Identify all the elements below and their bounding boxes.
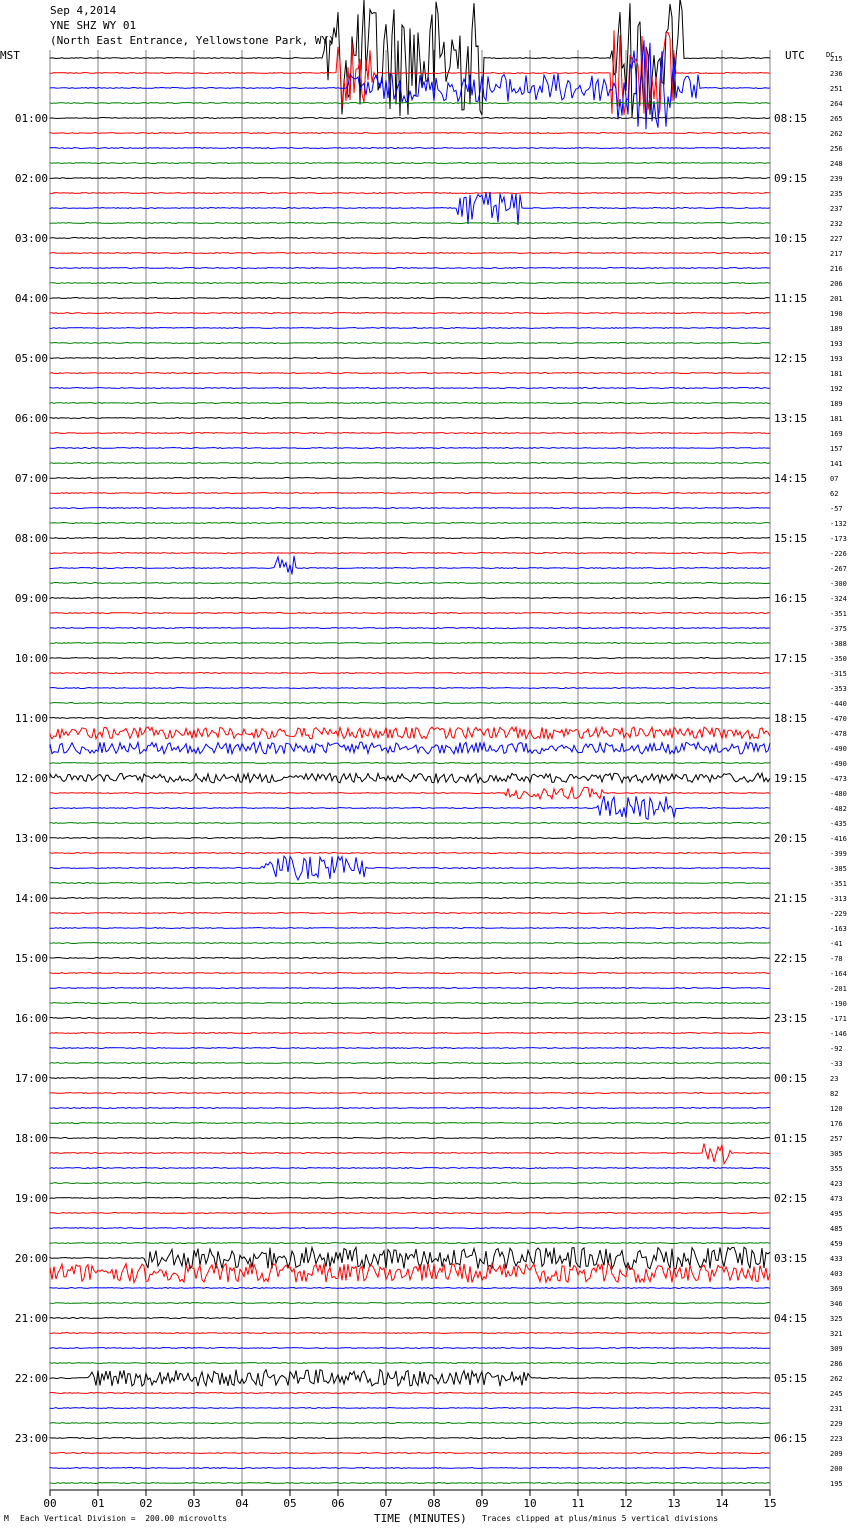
- mst-hour-label: 08:00: [14, 532, 48, 545]
- dc-offset-label: -399: [830, 850, 847, 858]
- mst-label: MST: [0, 49, 20, 62]
- dc-offset-label: 309: [830, 1345, 843, 1353]
- trace-line: [50, 1093, 770, 1094]
- dc-offset-label: 346: [830, 1300, 843, 1308]
- trace-line: [50, 553, 770, 554]
- mst-hour-label: 18:00: [14, 1132, 48, 1145]
- dc-offset-label: -375: [830, 625, 847, 633]
- x-tick-label: 13: [667, 1497, 681, 1510]
- dc-offset-label: 235: [830, 190, 843, 198]
- mst-hour-label: 01:00: [14, 112, 48, 125]
- trace-line: [50, 1048, 770, 1049]
- trace-line: [50, 1453, 770, 1454]
- mst-hour-label: 22:00: [14, 1372, 48, 1385]
- trace-line: [50, 958, 770, 959]
- dc-offset-label: 169: [830, 430, 843, 438]
- dc-offset-label: -190: [830, 1000, 847, 1008]
- scale-note: Each Vertical Division = 200.00 microvolts: [20, 1514, 228, 1523]
- utc-hour-label: 10:15: [774, 232, 808, 245]
- trace-line: [50, 1363, 770, 1364]
- dc-offset-label: -78: [830, 955, 843, 963]
- dc-offset-label: 216: [830, 265, 843, 273]
- dc-offset-label: -173: [830, 535, 847, 543]
- trace-line: [50, 1483, 770, 1484]
- utc-hour-label: 08:15: [774, 112, 808, 125]
- dc-offset-label: 355: [830, 1165, 843, 1173]
- mst-hour-label: 04:00: [14, 292, 48, 305]
- dc-offset-label: 217: [830, 250, 843, 258]
- mst-hour-label: 06:00: [14, 412, 48, 425]
- trace-line: [50, 40, 770, 129]
- trace-line: [50, 763, 770, 764]
- dc-offset-label: 264: [830, 100, 843, 108]
- mst-hour-label: 20:00: [14, 1252, 48, 1265]
- utc-hour-label: 06:15: [774, 1432, 808, 1445]
- dc-offset-label: 62: [830, 490, 839, 498]
- dc-offset-label: 181: [830, 370, 843, 378]
- x-tick-label: 01: [91, 1497, 105, 1510]
- trace-line: [50, 118, 770, 119]
- dc-offset-label: 190: [830, 310, 843, 318]
- dc-offset-label: -324: [830, 595, 847, 603]
- x-tick-label: 03: [187, 1497, 201, 1510]
- clip-note: Traces clipped at plus/minus 5 vertical divisions: [482, 1514, 719, 1523]
- dc-offset-label: 231: [830, 1405, 843, 1413]
- dc-offset-label: -388: [830, 640, 847, 648]
- mst-hour-label: 19:00: [14, 1192, 48, 1205]
- trace-line: [50, 598, 770, 599]
- dc-offset-label: -57: [830, 505, 843, 513]
- dc-offset-label: -267: [830, 565, 847, 573]
- trace-line: [50, 718, 770, 719]
- dc-offset-label: -351: [830, 880, 847, 888]
- dc-offset-label: -163: [830, 925, 847, 933]
- trace-line: [50, 1144, 770, 1164]
- x-tick-label: 02: [139, 1497, 153, 1510]
- dc-offset-label: -132: [830, 520, 847, 528]
- trace-line: [50, 448, 770, 449]
- x-tick-label: 14: [715, 1497, 729, 1510]
- utc-hour-label: 16:15: [774, 592, 808, 605]
- dc-offset-label: -478: [830, 730, 847, 738]
- trace-line: [50, 1198, 770, 1199]
- trace-line: [50, 1018, 770, 1019]
- mst-hour-label: 02:00: [14, 172, 48, 185]
- trace-line: [50, 1138, 770, 1139]
- x-tick-label: 09: [475, 1497, 489, 1510]
- dc-offset-label: -490: [830, 760, 847, 768]
- dc-offset-label: 23: [830, 1075, 839, 1083]
- dc-offset-label: 325: [830, 1315, 843, 1323]
- x-tick-label: 06: [331, 1497, 345, 1510]
- trace-line: [50, 1438, 770, 1439]
- trace-line: [50, 796, 770, 819]
- trace-line: [50, 943, 770, 944]
- trace-line: [50, 1033, 770, 1034]
- dc-offset-label: -435: [830, 820, 847, 828]
- dc-offset-label: 239: [830, 175, 843, 183]
- trace-line: [50, 856, 770, 880]
- trace-line: [50, 1003, 770, 1004]
- x-tick-label: 04: [235, 1497, 249, 1510]
- dc-offset-label: 193: [830, 340, 843, 348]
- mst-hour-label: 23:00: [14, 1432, 48, 1445]
- trace-line: [50, 373, 770, 374]
- dc-offset-label: 141: [830, 460, 843, 468]
- dc-offset-label: -33: [830, 1060, 843, 1068]
- dc-offset-label: 305: [830, 1150, 843, 1158]
- trace-line: [50, 1423, 770, 1424]
- mst-hour-label: 15:00: [14, 952, 48, 965]
- mst-hour-label: 07:00: [14, 472, 48, 485]
- dc-offset-label: 485: [830, 1225, 843, 1233]
- dc-offset-label: 256: [830, 145, 843, 153]
- seismic-traces: [50, 0, 770, 1484]
- utc-hour-label: 15:15: [774, 532, 808, 545]
- utc-hour-label: 03:15: [774, 1252, 808, 1265]
- utc-hour-label: 11:15: [774, 292, 808, 305]
- dc-offset-label: 82: [830, 1090, 839, 1098]
- x-tick-label: 12: [619, 1497, 633, 1510]
- dc-offset-label: -440: [830, 700, 847, 708]
- trace-line: [50, 988, 770, 989]
- dc-offset-label: -229: [830, 910, 847, 918]
- trace-line: [50, 508, 770, 509]
- trace-line: [50, 1408, 770, 1409]
- trace-line: [50, 838, 770, 839]
- trace-line: [50, 673, 770, 674]
- dc-offset-label: 248: [830, 160, 843, 168]
- trace-line: [50, 358, 770, 359]
- utc-hour-label: 14:15: [774, 472, 808, 485]
- trace-line: [50, 1303, 770, 1304]
- dc-offset-label: 251: [830, 85, 843, 93]
- trace-line: [50, 928, 770, 929]
- trace-line: [50, 1318, 770, 1319]
- utc-hour-label: 17:15: [774, 652, 808, 665]
- trace-line: [50, 103, 770, 104]
- dc-offset-label: 262: [830, 130, 843, 138]
- dc-offset-label: 423: [830, 1180, 843, 1188]
- trace-line: [50, 1288, 770, 1289]
- dc-offset-label: 189: [830, 400, 843, 408]
- trace-line: [50, 478, 770, 479]
- trace-line: [50, 1168, 770, 1169]
- trace-line: [50, 403, 770, 404]
- dc-offset-label: 120: [830, 1105, 843, 1113]
- dc-offset-label: 206: [830, 280, 843, 288]
- trace-line: [50, 1123, 770, 1124]
- dc-offset-label: 257: [830, 1135, 843, 1143]
- dc-label: DC: [826, 51, 835, 59]
- dc-offset-label: -385: [830, 865, 847, 873]
- trace-line: [50, 703, 770, 704]
- utc-hour-label: 22:15: [774, 952, 808, 965]
- trace-line: [50, 538, 770, 539]
- dc-offset-label: 265: [830, 115, 843, 123]
- dc-offset-label: 433: [830, 1255, 843, 1263]
- dc-offset-label: -92: [830, 1045, 843, 1053]
- dc-offset-label: -41: [830, 940, 843, 948]
- mst-hour-label: 03:00: [14, 232, 48, 245]
- trace-line: [50, 163, 770, 164]
- trace-line: [50, 973, 770, 974]
- mst-hour-label: 09:00: [14, 592, 48, 605]
- mst-hour-label: 05:00: [14, 352, 48, 365]
- footer-mark: M: [4, 1514, 9, 1523]
- dc-offset-label: 232: [830, 220, 843, 228]
- dc-offset-label: -353: [830, 685, 847, 693]
- trace-line: [50, 883, 770, 884]
- trace-line: [50, 328, 770, 329]
- trace-line: [50, 253, 770, 254]
- trace-line: [50, 463, 770, 464]
- dc-offset-label: -226: [830, 550, 847, 558]
- trace-line: [50, 688, 770, 689]
- trace-line: [50, 343, 770, 344]
- dc-offset-label: 193: [830, 355, 843, 363]
- utc-hour-label: 02:15: [774, 1192, 808, 1205]
- dc-offset-label: -480: [830, 790, 847, 798]
- trace-line: [50, 433, 770, 434]
- trace-line: [50, 1228, 770, 1229]
- dc-offset-label: -164: [830, 970, 847, 978]
- x-tick-label: 05: [283, 1497, 297, 1510]
- trace-line: [50, 742, 770, 754]
- trace-line: [50, 148, 770, 149]
- trace-line: [50, 493, 770, 494]
- trace-line: [50, 727, 770, 739]
- trace-line: [50, 853, 770, 854]
- dc-offset-label: -473: [830, 775, 847, 783]
- x-tick-label: 11: [571, 1497, 585, 1510]
- dc-offset-label: 189: [830, 325, 843, 333]
- trace-line: [50, 1243, 770, 1244]
- trace-line: [50, 1108, 770, 1109]
- trace-line: [50, 523, 770, 524]
- dc-offset-label: -201: [830, 985, 847, 993]
- trace-line: [50, 1078, 770, 1079]
- x-axis-title: TIME (MINUTES): [374, 1512, 467, 1525]
- utc-hour-label: 09:15: [774, 172, 808, 185]
- utc-hour-label: 23:15: [774, 1012, 808, 1025]
- trace-line: [50, 583, 770, 584]
- trace-line: [50, 283, 770, 284]
- dc-offset-label: 229: [830, 1420, 843, 1428]
- dc-offset-label: -470: [830, 715, 847, 723]
- trace-line: [50, 658, 770, 659]
- dc-offset-label: 237: [830, 205, 843, 213]
- utc-hour-label: 01:15: [774, 1132, 808, 1145]
- trace-line: [50, 787, 770, 799]
- trace-line: [50, 193, 770, 194]
- dc-offset-label: 181: [830, 415, 843, 423]
- trace-line: [50, 898, 770, 899]
- trace-line: [50, 418, 770, 419]
- trace-line: [50, 1468, 770, 1469]
- plot-date: Sep 4,2014: [50, 4, 117, 17]
- mst-hour-label: 12:00: [14, 772, 48, 785]
- x-tick-label: 00: [43, 1497, 57, 1510]
- utc-label: UTC: [785, 49, 805, 62]
- dc-offset-label: 321: [830, 1330, 843, 1338]
- x-tick-label: 15: [763, 1497, 777, 1510]
- dc-offset-label: -313: [830, 895, 847, 903]
- mst-hour-label: 13:00: [14, 832, 48, 845]
- dc-offset-label: -146: [830, 1030, 847, 1038]
- dc-offset-label: 286: [830, 1360, 843, 1368]
- utc-hour-label: 18:15: [774, 712, 808, 725]
- mst-hour-label: 16:00: [14, 1012, 48, 1025]
- dc-offset-label: -490: [830, 745, 847, 753]
- utc-hour-label: 05:15: [774, 1372, 808, 1385]
- dc-offset-label: 262: [830, 1375, 843, 1383]
- station-location: (North East Entrance, Yellowstone Park, WY): [50, 34, 335, 47]
- dc-offset-label: 195: [830, 1480, 843, 1488]
- dc-offset-label: 245: [830, 1390, 843, 1398]
- dc-offset-label: 200: [830, 1465, 843, 1473]
- trace-line: [50, 223, 770, 224]
- dc-offset-label: -416: [830, 835, 847, 843]
- dc-offset-label: 236: [830, 70, 843, 78]
- dc-offset-label: 176: [830, 1120, 843, 1128]
- trace-line: [50, 1183, 770, 1184]
- dc-offset-label: 192: [830, 385, 843, 393]
- x-tick-label: 08: [427, 1497, 441, 1510]
- dc-offset-label: 07: [830, 475, 839, 483]
- trace-line: [50, 556, 770, 575]
- utc-hour-label: 21:15: [774, 892, 808, 905]
- trace-line: [50, 1348, 770, 1349]
- utc-hour-label: 20:15: [774, 832, 808, 845]
- trace-line: [50, 133, 770, 134]
- trace-line: [50, 1393, 770, 1394]
- dc-offset-label: -350: [830, 655, 847, 663]
- dc-offset-label: -315: [830, 670, 847, 678]
- trace-line: [50, 238, 770, 239]
- trace-line: [50, 1333, 770, 1334]
- trace-line: [50, 1063, 770, 1064]
- trace-line: [50, 313, 770, 314]
- dc-offset-label: 215: [830, 55, 843, 63]
- dc-offset-label: 227: [830, 235, 843, 243]
- trace-line: [50, 823, 770, 824]
- dc-offset-label: -300: [830, 580, 847, 588]
- utc-hour-label: 00:15: [774, 1072, 808, 1085]
- mst-hour-label: 11:00: [14, 712, 48, 725]
- trace-line: [50, 1370, 770, 1387]
- trace-line: [50, 628, 770, 629]
- dc-offset-label: 495: [830, 1210, 843, 1218]
- trace-line: [50, 773, 770, 783]
- trace-line: [50, 178, 770, 179]
- dc-offset-label: 223: [830, 1435, 843, 1443]
- dc-offset-label: -171: [830, 1015, 847, 1023]
- trace-line: [50, 192, 770, 225]
- mst-hour-label: 10:00: [14, 652, 48, 665]
- dc-offset-label: 473: [830, 1195, 843, 1203]
- utc-hour-label: 13:15: [774, 412, 808, 425]
- trace-line: [50, 298, 770, 299]
- x-tick-label: 10: [523, 1497, 537, 1510]
- station-code: YNE SHZ WY 01: [50, 19, 137, 32]
- utc-hour-label: 19:15: [774, 772, 808, 785]
- dc-offset-label: 209: [830, 1450, 843, 1458]
- trace-line: [50, 388, 770, 389]
- trace-line: [50, 268, 770, 269]
- trace-line: [50, 643, 770, 644]
- mst-hour-label: 14:00: [14, 892, 48, 905]
- utc-hour-label: 04:15: [774, 1312, 808, 1325]
- utc-hour-label: 12:15: [774, 352, 808, 365]
- mst-hour-label: 17:00: [14, 1072, 48, 1085]
- dc-offset-label: 459: [830, 1240, 843, 1248]
- dc-offset-label: 403: [830, 1270, 843, 1278]
- dc-offset-label: -351: [830, 610, 847, 618]
- trace-line: [50, 1247, 770, 1269]
- trace-line: [50, 1213, 770, 1214]
- trace-line: [50, 613, 770, 614]
- dc-offset-label: 157: [830, 445, 843, 453]
- dc-offset-label: 369: [830, 1285, 843, 1293]
- dc-offset-label: 201: [830, 295, 843, 303]
- trace-line: [50, 913, 770, 914]
- mst-hour-label: 21:00: [14, 1312, 48, 1325]
- dc-offset-label: -482: [830, 805, 847, 813]
- x-tick-label: 07: [379, 1497, 393, 1510]
